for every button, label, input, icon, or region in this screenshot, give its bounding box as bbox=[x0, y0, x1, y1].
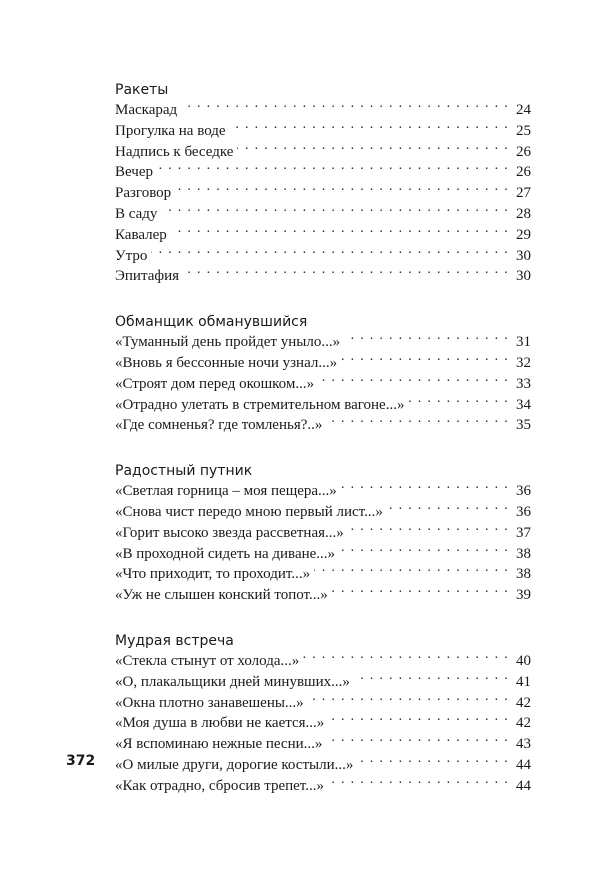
section-title: Обманщик обманувшийся bbox=[115, 314, 308, 331]
entry-page: 29 bbox=[516, 226, 531, 243]
entry-page: 36 bbox=[516, 503, 531, 520]
toc-section-rakety bbox=[115, 76, 531, 287]
table-of-contents bbox=[115, 76, 531, 818]
page-number: 372 bbox=[66, 753, 96, 769]
entry-page: 44 bbox=[516, 777, 531, 794]
leader-dots bbox=[357, 757, 509, 769]
entry-page: 38 bbox=[516, 566, 531, 583]
toc-section-mudraya-vstrecha bbox=[115, 627, 531, 797]
entry-page: 30 bbox=[516, 247, 531, 264]
leader-dots bbox=[408, 397, 509, 409]
entry-page: 26 bbox=[516, 164, 531, 181]
leader-dots bbox=[161, 206, 509, 218]
entry-title: «Горит высоко звезда рассветная...» bbox=[115, 524, 344, 541]
entry-title: Прогулка на воде bbox=[115, 122, 226, 139]
toc-entry bbox=[115, 374, 531, 395]
leader-dots bbox=[348, 525, 509, 537]
leader-dots bbox=[171, 227, 509, 239]
entry-page: 28 bbox=[516, 205, 531, 222]
leader-dots bbox=[314, 566, 509, 578]
entry-title: Утро bbox=[115, 247, 148, 264]
entry-title: «О, плакальщики дней минувших...» bbox=[115, 673, 350, 690]
entry-title: «Туманный день пройдет уныло...» bbox=[115, 334, 341, 351]
entry-page: 43 bbox=[516, 736, 531, 753]
entry-title: «Как отрадно, сбросив трепет...» bbox=[115, 777, 324, 794]
entry-title: «Отрадно улетать в стремительном вагоне...» bbox=[115, 396, 405, 413]
leader-dots bbox=[328, 715, 509, 727]
entry-page: 27 bbox=[516, 185, 531, 202]
toc-entry bbox=[115, 776, 531, 797]
entry-title: Маскарад bbox=[115, 102, 178, 118]
entry-title: «Я вспоминаю нежные песни...» bbox=[115, 736, 323, 753]
entry-title: В саду bbox=[115, 205, 158, 222]
section-title: Мудрая встреча bbox=[115, 632, 234, 649]
entry-title: «Уж не слышен конский топот...» bbox=[115, 587, 328, 604]
toc-entry bbox=[115, 246, 531, 267]
section-title: Ракеты bbox=[115, 82, 169, 98]
toc-entry bbox=[115, 332, 531, 353]
leader-dots bbox=[237, 144, 509, 156]
toc-entry bbox=[115, 523, 531, 544]
toc-entry bbox=[115, 415, 531, 436]
leader-dots bbox=[308, 695, 509, 707]
entry-page: 44 bbox=[516, 756, 531, 773]
entry-title: «Снова чист передо мною первый лист...» bbox=[115, 503, 383, 520]
leader-dots bbox=[230, 123, 509, 135]
entry-page: 42 bbox=[516, 715, 531, 732]
entry-title: «Где сомненья? где томленья?..» bbox=[115, 417, 323, 434]
toc-entry bbox=[115, 502, 531, 523]
entry-page: 42 bbox=[516, 694, 531, 711]
leader-dots bbox=[183, 268, 509, 280]
entry-page: 35 bbox=[516, 417, 531, 434]
toc-entry bbox=[115, 713, 531, 734]
toc-section-obmanshchik bbox=[115, 308, 531, 436]
entry-page: 25 bbox=[516, 122, 531, 139]
leader-dots bbox=[326, 736, 509, 748]
toc-entry bbox=[115, 225, 531, 246]
entry-page: 41 bbox=[516, 673, 531, 690]
entry-title: «Строят дом перед окошком...» bbox=[115, 375, 315, 392]
leader-dots bbox=[303, 653, 509, 665]
leader-dots bbox=[332, 587, 509, 599]
entry-title: Разговор bbox=[115, 185, 172, 202]
toc-entry bbox=[115, 162, 531, 183]
leader-dots bbox=[328, 778, 509, 790]
toc-entry bbox=[115, 672, 531, 693]
entry-title: Вечер bbox=[115, 164, 153, 181]
entry-page: 32 bbox=[516, 354, 531, 371]
entry-page: 37 bbox=[516, 524, 531, 541]
entry-page: 39 bbox=[516, 587, 531, 604]
toc-entry bbox=[115, 734, 531, 755]
leader-dots bbox=[387, 504, 509, 516]
toc-entry bbox=[115, 693, 531, 714]
toc-entry bbox=[115, 142, 531, 163]
leader-dots bbox=[326, 417, 509, 429]
toc-entry bbox=[115, 544, 531, 565]
toc-entry bbox=[115, 481, 531, 502]
entry-page: 30 bbox=[516, 268, 531, 285]
entry-page: 38 bbox=[516, 545, 531, 562]
leader-dots bbox=[175, 185, 509, 197]
section-title: Радостный путник bbox=[115, 463, 253, 480]
entry-title: Надпись к беседке bbox=[115, 143, 234, 160]
leader-dots bbox=[318, 376, 509, 388]
leader-dots bbox=[339, 546, 509, 558]
toc-entry bbox=[115, 353, 531, 374]
entry-title: «Стекла стынут от холода...» bbox=[115, 652, 300, 669]
entry-title: «Вновь я бессонные ночи узнал...» bbox=[115, 354, 338, 371]
entry-title: Кавалер bbox=[115, 226, 167, 243]
leader-dots bbox=[341, 483, 509, 495]
entry-title: Эпитафия bbox=[115, 268, 179, 285]
toc-entry bbox=[115, 755, 531, 776]
toc-entry bbox=[115, 395, 531, 416]
toc-entry bbox=[115, 100, 531, 121]
entry-title: «В проходной сидеть на диване...» bbox=[115, 545, 336, 562]
entry-title: «Моя душа в любви не кается...» bbox=[115, 715, 325, 732]
toc-entry bbox=[115, 183, 531, 204]
leader-dots bbox=[181, 102, 509, 114]
toc-entry bbox=[115, 585, 531, 606]
leader-dots bbox=[157, 164, 509, 176]
entry-page: 33 bbox=[516, 375, 531, 392]
entry-page: 24 bbox=[516, 102, 531, 118]
entry-title: «Что приходит, то проходит...» bbox=[115, 566, 311, 583]
entry-page: 26 bbox=[516, 143, 531, 160]
entry-page: 31 bbox=[516, 334, 531, 351]
entry-page: 36 bbox=[516, 483, 531, 500]
toc-section-radostnyi-putnik bbox=[115, 457, 531, 606]
toc-entry bbox=[115, 651, 531, 672]
entry-title: «Светлая горница – моя пещера...» bbox=[115, 483, 337, 500]
toc-entry bbox=[115, 266, 531, 287]
entry-page: 40 bbox=[516, 652, 531, 669]
entry-title: «О милые други, дорогие костыли...» bbox=[115, 756, 354, 773]
toc-entry bbox=[115, 564, 531, 585]
leader-dots bbox=[344, 334, 509, 346]
toc-entry bbox=[115, 121, 531, 142]
leader-dots bbox=[354, 674, 509, 686]
toc-entry bbox=[115, 204, 531, 225]
leader-dots bbox=[151, 248, 509, 260]
entry-page: 34 bbox=[516, 396, 531, 413]
entry-title: «Окна плотно занавешены...» bbox=[115, 694, 304, 711]
leader-dots bbox=[341, 355, 509, 367]
